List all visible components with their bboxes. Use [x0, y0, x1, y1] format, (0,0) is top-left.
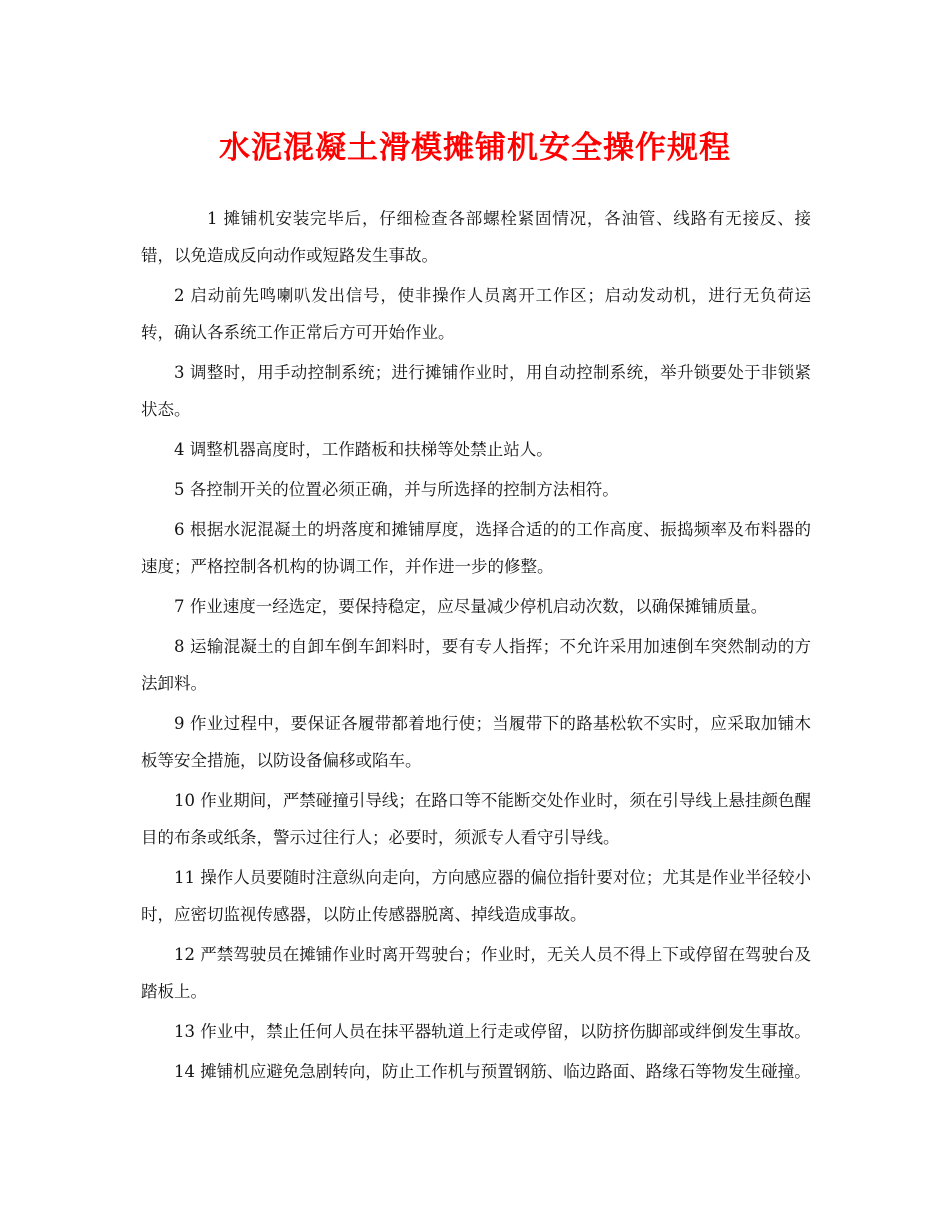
paragraph-2: 2 启动前先鸣喇叭发出信号，使非操作人员离开工作区；启动发动机，进行无负荷运转，确认各系统工作正常后方可开始作业。: [141, 286, 811, 342]
paragraph-1: 1 摊铺机安装完毕后，仔细检查各部螺栓紧固情况，各油管、线路有无接反、接错，以免造成反向动作或短路发生事故。: [141, 209, 811, 265]
paragraph-5: 5 各控制开关的位置必须正确，并与所选择的控制方法相符。: [174, 480, 619, 499]
document-body: [141, 200, 811, 1093]
paragraph-3: 3 调整时，用手动控制系统；进行摊铺作业时，用自动控制系统，举升锁要处于非锁紧状态。: [141, 363, 811, 419]
paragraph-4: 4 调整机器高度时，工作踏板和扶梯等处禁止站人。: [174, 440, 553, 459]
document-title: 水泥混凝土滑模摊铺机安全操作规程: [219, 130, 731, 166]
paragraph-14: 14 摊铺机应避免急剧转向，防止工作机与预置钢筋、临边路面、路缘石等物发生碰撞。: [174, 1062, 811, 1081]
paragraph-8: 8 运输混凝土的自卸车倒车卸料时，要有专人指挥；不允许采用加速倒车突然制动的方法卸料。: [141, 637, 811, 693]
paragraph-11: 11 操作人员要随时注意纵向走向，方向感应器的偏位指针要对位；尤其是作业半径较小时，应密切监视传感器，以防止传感器脱离、掉线造成事故。: [141, 868, 811, 924]
paragraph-12: 12 严禁驾驶员在摊铺作业时离开驾驶台；作业时，无关人员不得上下或停留在驾驶台及踏板上。: [141, 945, 811, 1001]
paragraph-10: 10 作业期间，严禁碰撞引导线；在路口等不能断交处作业时，须在引导线上悬挂颜色醒目的布条或纸条，警示过往行人；必要时，须派专人看守引导线。: [141, 791, 811, 847]
paragraph-7: 7 作业速度一经选定，要保持稳定，应尽量减少停机启动次数，以确保摊铺质量。: [174, 597, 768, 616]
paragraph-13: 13 作业中，禁止任何人员在抹平器轨道上行走或停留，以防挤伤脚部或绊倒发生事故。: [174, 1022, 811, 1041]
paragraph-9: 9 作业过程中，要保证各履带都着地行使；当履带下的路基松软不实时，应采取加铺木板等安全措施，以防设备偏移或陷车。: [141, 714, 811, 770]
paragraph-6: 6 根据水泥混凝土的坍落度和摊铺厚度，选择合适的的工作高度、振捣频率及布料器的速度；严格控制各机构的协调工作，并作进一步的修整。: [141, 520, 811, 576]
